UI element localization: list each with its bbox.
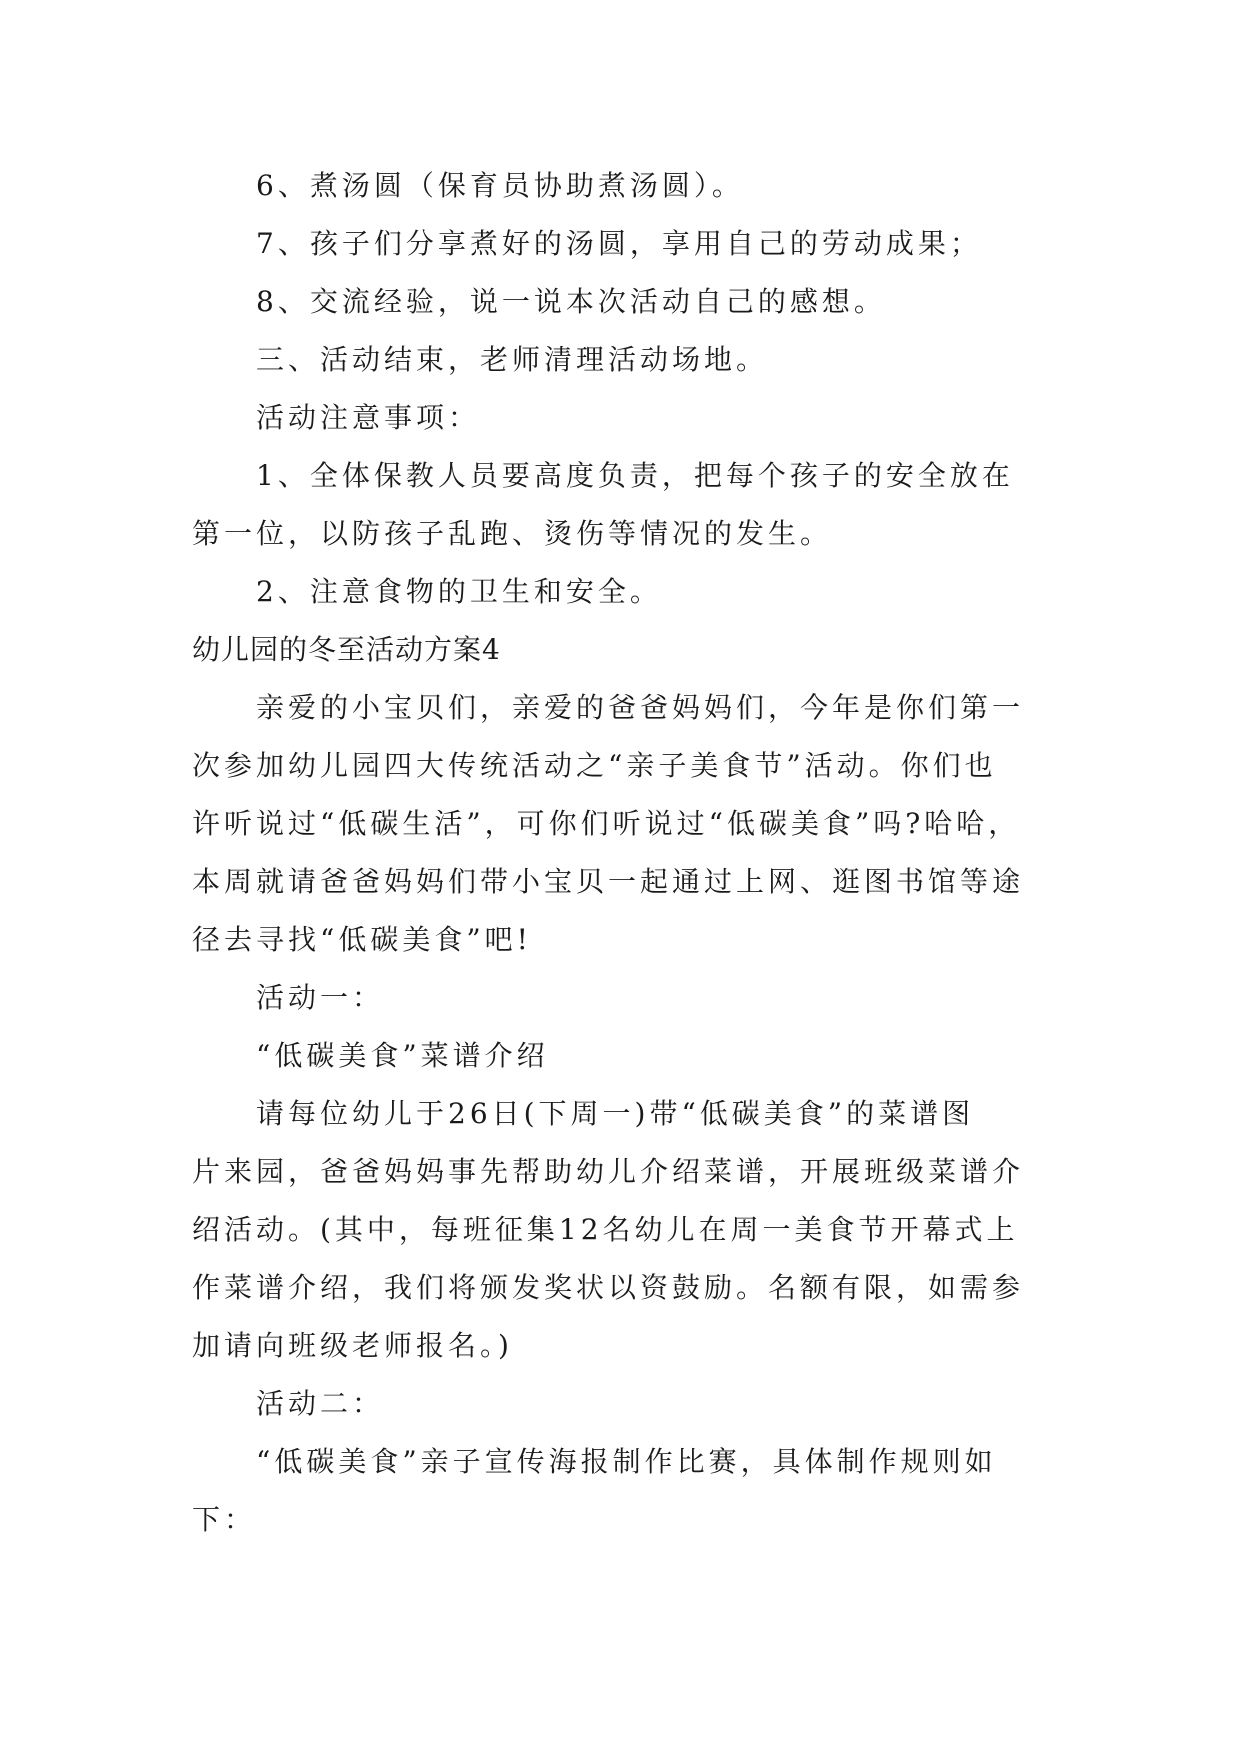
activity-one-paragraph-line: 请每位幼儿于26日(下周一)带“低碳美食”的菜谱图 — [256, 1097, 975, 1130]
list-item-7: 7、孩子们分享煮好的汤圆，享用自己的劳动成果； — [256, 227, 982, 260]
activity-one-title: “低碳美食”菜谱介绍 — [256, 1039, 549, 1072]
activity-one-paragraph-line: 作菜谱介绍，我们将颁发奖状以资鼓励。名额有限，如需参 — [192, 1271, 1025, 1304]
note-item-2: 2、注意食物的卫生和安全。 — [256, 575, 662, 608]
activity-two-paragraph-line: 下： — [192, 1503, 257, 1536]
intro-paragraph-line: 亲爱的小宝贝们，亲爱的爸爸妈妈们，今年是你们第一 — [256, 691, 1025, 724]
section-activity-end: 三、活动结束，老师清理活动场地。 — [256, 343, 769, 376]
section-notes-heading: 活动注意事项： — [256, 401, 481, 434]
activity-one-paragraph-line: 片来园，爸爸妈妈事先帮助幼儿介绍菜谱，开展班级菜谱介 — [192, 1155, 1025, 1188]
list-item-6: 6、煮汤圆（保育员协助煮汤圆）。 — [256, 169, 744, 202]
intro-paragraph-line: 径去寻找“低碳美食”吧! — [192, 923, 532, 956]
activity-one-heading: 活动一： — [256, 981, 385, 1014]
intro-paragraph-line: 许听说过“低碳生活”，可你们听说过“低碳美食”吗?哈哈， — [192, 807, 1021, 840]
activity-one-paragraph-line: 加请向班级老师报名。) — [192, 1329, 513, 1362]
activity-two-heading: 活动二： — [256, 1387, 385, 1420]
note-item-1-continued: 第一位，以防孩子乱跑、烫伤等情况的发生。 — [192, 517, 833, 550]
plan-title: 幼儿园的冬至活动方案4 — [192, 633, 501, 666]
activity-one-paragraph-line: 绍活动。(其中，每班征集12名幼儿在周一美食节开幕式上 — [192, 1213, 1019, 1246]
intro-paragraph-line: 本周就请爸爸妈妈们带小宝贝一起通过上网、逛图书馆等途 — [192, 865, 1025, 898]
activity-two-paragraph-line: “低碳美食”亲子宣传海报制作比赛，具体制作规则如 — [256, 1445, 997, 1478]
list-item-8: 8、交流经验，说一说本次活动自己的感想。 — [256, 285, 886, 318]
note-item-1: 1、全体保教人员要高度负责，把每个孩子的安全放在 — [256, 459, 1014, 492]
intro-paragraph-line: 次参加幼儿园四大传统活动之“亲子美食节”活动。你们也 — [192, 749, 997, 782]
